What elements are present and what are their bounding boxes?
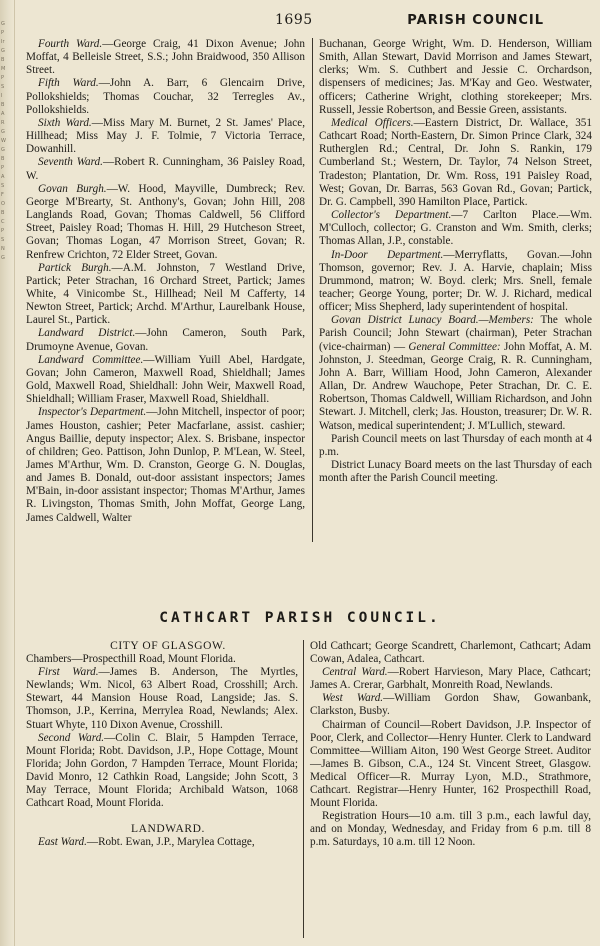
central-ward-entry: Central Ward.—Robert Harvieson, Mary Place, Cathcart; James A. Crerar, Garbhalt, Monreith Road, Newlands.	[310, 666, 592, 692]
registration-hours: Registration Hours—10 a.m. till 3 p.m., each lawful day, and on Monday, Wednesday, and Friday from 6 p.m. till 8 p.m. Saturdays, 10 a.m. till 12 Noon.	[310, 810, 591, 849]
landward-committee-entry: Landward Committee.—William Yuill Abel, Hardgate, Govan; John Cameron, Maxwell Road, Shieldhall; James Gold, Maxwell Road, Shieldhall: John Weir, Maxwell Road, Shieldhall; William Fraser, Maxwell Road, Shieldhall.	[26, 353, 305, 406]
fifth-ward-entry: Fifth Ward.—John A. Barr, 6 Glencairn Drive, Pollokshields; Thomas Couchar, 32 Terregles Av., Pollokshields.	[26, 77, 306, 116]
second-ward-entry: Second Ward.—Colin C. Blair, 5 Hampden Terrace, Mount Florida; Robt. Davidson, J.P., Hope Cottage, Mount Florida; John Gordon, 7 Hampden Terrace, Mount Florida; David Monro, 12 Cathkin Road, Langside; John Scott, 3 May Terrace, Mount Florida; Archibald Watson, 1068 Cathcart Road, Mount Florida.	[26, 731, 298, 810]
west-ward-entry: West Ward.—William Gordon Shaw, Gowanbank, Clarkston, Busby.	[310, 692, 591, 718]
indoor-department-entry: In-Door Department.—Merryflatts, Govan.—John Thomson, governor; Rev. J. A. Harvie, chaplain; Miss Drummond, matron; W. Boyd. clerk; Mrs. Snell, female teacher; George Young, porter; Dr. W. J. Richard, medical officer; Miss Shepherd, lady superintendent of hospital.	[319, 248, 592, 314]
binding-margin	[0, 0, 15, 946]
partick-burgh-entry: Partick Burgh.—A.M. Johnston, 7 Westland Drive, Partick; Peter Strachan, 16 Orchard Street, Partick; James White, 4 Vinicombe St., Hillhead; Neil M Cafferty, 14 Newton Street, Partick; Archd. M'Arthur, Laurelbank House, Laurel St., Partick.	[26, 261, 305, 327]
council-meeting-note: Parish Council meets on last Thursday of each month at 4 p.m.	[319, 432, 592, 458]
page-header	[20, 12, 584, 30]
column-divider	[312, 38, 313, 542]
lunacy-board-entry: Govan District Lunacy Board.—Members: The whole Parish Council; John Stewart (chairman), Peter Strachan (vice-chairman) — General Committee: John Moffat, A. M. Johnston, J. Steedman, George Craig, R. R. Cunningham, John A. Barr, William Hood, John Cameron, Alexander Allan, Dr. Andrew Wauchope, Peter Strachan, Dr. C. E. Robertson, Thomas Caldwell, William Richardson, and John Stewart. J. Mitchell, clerk; Jas. Houston, treasurer; Dr. W. R. Watson, medical superintendent; J. M'Lullich, steward.	[319, 314, 592, 432]
spacer	[26, 810, 298, 823]
running-head: PARISH COUNCIL	[407, 13, 544, 28]
collectors-department-entry: Collector's Department.—7 Carlton Place.—Wm. M'Culloch, collector; G. Cranston and Wm. Smith, clerks; Thomas Allan, J.P., constable.	[319, 209, 592, 248]
glasgow-parish-continuation	[22, 38, 596, 546]
inspectors-department-entry: Inspector's Department.—John Mitchell, inspector of poor; James Houston, cashier; Peter Macfarlane, assist. cashier; Angus Baillie, deputy inspector; Alex. S. Brisbane, inspector of children; Geo. Pattison, John Dunlop, P. M'Lean, W. Steel, James M'Arthur, Wm. D. Cranston, George G. N. Douglas, and James B. Donald, out-door assistant inspectors; James M'Bain, in-door assistant inspector; Thomas M'Arthur, James R. Livingston, Thomas Smith, John Moffat, George Lang, James Caldwell, Walter	[26, 406, 305, 524]
chambers-line: Chambers—Prospecthill Road, Mount Florida.	[26, 653, 236, 666]
page-number: 1695	[275, 12, 313, 28]
lunacy-meeting-note: District Lunacy Board meets on the last Thursday of each month after the Parish Council meeting.	[319, 459, 592, 485]
seventh-ward-entry: Seventh Ward.—Robert R. Cunningham, 36 Paisley Road, W.	[26, 156, 305, 182]
officials-entry: Chairman of Council—Robert Davidson, J.P. Inspector of Poor, Clerk, and Collector—Henry Hunter. Clerk to Landward Committee—William Aiton, 190 West George Street. Auditor—James B. Gibson, C.A., 124 St. Vincent Street, Glasgow. Medical Officer—R. Murray Lyon, M.D., Strathmore, Cathcart. Registrar—Henry Hunter, 162 Prospecthill Road, Mount Florida.	[310, 718, 591, 810]
cathcart-section-title: CATHCART PARISH COUNCIL.	[159, 610, 441, 626]
first-ward-entry: First Ward.—James B. Anderson, The Myrtles, Newlands; Wm. Nicol, 63 Albert Road, Crosshill; Arch. Stewart, 44 Mansion House Road, Langside; Jas. S. Thomson, J.P., Kerrina, Merrylea Road, Newlands; Alex. Stuart Whyte, 110 Dixon Avenue, Crosshill.	[26, 666, 298, 731]
sixth-ward-entry: Sixth Ward.—Miss Mary M. Burnet, 2 St. James' Place, Hillhead; Miss May J. F. Tolmie, 7 Victoria Terrace, Dowanhill.	[26, 116, 305, 156]
cathcart-parish-council	[22, 640, 596, 940]
fourth-ward-entry: Fourth Ward.—George Craig, 41 Dixon Avenue; John Moffat, 4 Belleisle Street, S.S.; John Braidwood, 350 Allison Street.	[26, 38, 305, 77]
landward-heading: LANDWARD.	[130, 823, 206, 836]
landward-district-entry: Landward District.—John Cameron, South Park, Drumoyne Avenue, Govan.	[26, 327, 305, 353]
govan-burgh-entry: Govan Burgh.—W. Hood, Mayville, Dumbreck; Rev. George M'Brearty, St. Anthony's, Govan; John Hill, 208 Langlands Road, Govan; Thomas Caldwell, 56 Clifford Street, Paisley Road; Thomas H. Hill, 29 Hutcheson Street, Govan; Thomas Logan, 47 Morrison Street, Govan; R. Renfrew Crichton, 72 Elder Street, Govan.	[26, 182, 305, 261]
city-of-glasgow-heading: CITY OF GLASGOW.	[110, 640, 226, 652]
margin-edge-text: G P Ir G B M P S I B A R G W G B P A S F O B C P S N G	[1, 21, 6, 261]
cathcart-column-divider	[303, 640, 304, 938]
staff-continuation: Buchanan, George Wright, Wm. D. Henderson, William Smith, Allan Stewart, David Morrison and James Stewart, clerks; Wm. S. Cuthbert and Jessie C. Orchardson, dispensers of medicines; Jas. M'Kay and Geo. Westwater, officers; Catherine Wright, clothing storekeeper; Mrs. Russell, Jessie Robertson, and Bessie Green, assistants.	[319, 38, 592, 116]
cathcart-right-column	[310, 640, 591, 850]
left-column	[26, 38, 305, 525]
east-ward-continuation: Old Cathcart; George Scandrett, Charlemont, Cathcart; Adam Cowan, Adalea, Cathcart.	[310, 640, 591, 666]
medical-officers-entry: Medical Officers.—Eastern District, Dr. Wallace, 351 Cathcart Road; North-Eastern, Dr. Simon Prince Clark, 324 Rutherglen Rd.; Central, Dr. John S. Rankin, 179 Cumberland St.; Western, Dr. Taylor, 74 Nelson Street, Tradeston; Plantation, Dr. Wm. Ross, 191 Paisley Road, West; Govan, Dr. Barras, 563 Govan Rd., Govan; Partick, Dr. G. Campbell, 390 Hamilton Place, Partick.	[319, 116, 592, 208]
east-ward-entry: East Ward.—Robt. Ewan, J.P., Marylea Cottage,	[38, 836, 255, 849]
right-column	[319, 38, 592, 485]
cathcart-left-column	[26, 640, 298, 849]
